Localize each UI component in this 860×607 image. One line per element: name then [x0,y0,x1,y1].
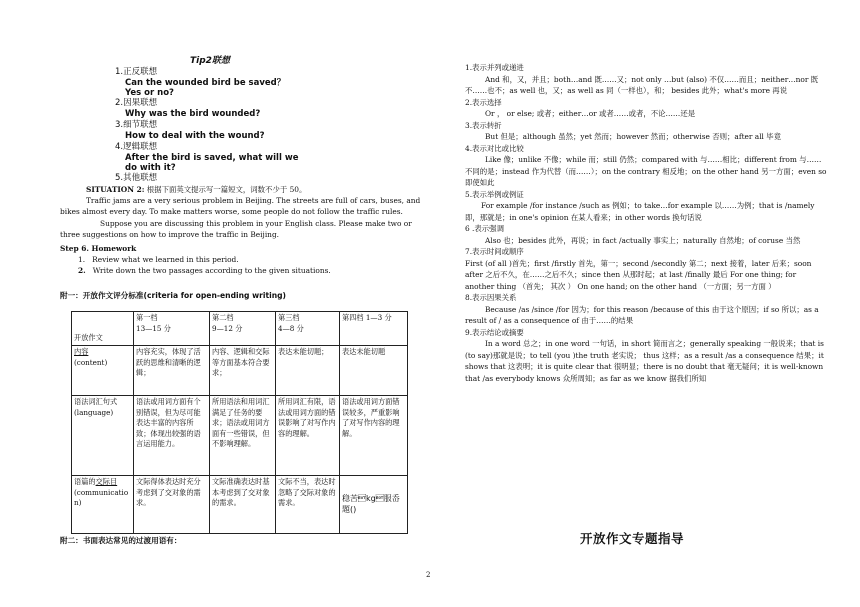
transitions-list [465,62,827,384]
tip-item-1-en: Can the wounded bird be saved？ [125,78,286,88]
homework-item-2-num: 2. [78,266,86,276]
criteria-row-language [72,396,408,476]
homework-item-2-text: Write down the two passages according to the given situations. [92,266,331,276]
situation-2-section [60,184,432,240]
criteria-cell: 语法或用词方面有个别错误，但为尽可能表达丰富的内容所致；体现出较强的语言运用能力。 [134,396,210,476]
criteria-cell: 表达未能切题 [340,346,408,396]
criteria-header-3-text: 第三档 4—8 分 [278,313,304,333]
transition-heading: 6 .表示强调 [465,224,504,233]
transition-body: Because /as /since /for 因为；for this reason /because of this 由于这个原因；if so 所以；as a result of / as a consequence of 由于……的结果 [465,304,819,325]
tip-title: Tip2联想 [190,56,230,66]
tip-item-4-cn: 4.逻辑联想 [115,142,158,152]
criteria-cell: 所用语法和用词汇满足了任务的要求；语法或用词方面有一些错误，但不影响理解。 [210,396,276,476]
criteria-row-communication-label-u: 交际目 [95,477,118,486]
criteria-header-2 [210,312,276,346]
tip-item-3-en: How to deal with the wound? [125,131,265,141]
tip-item-4-en2: do with it? [125,163,176,173]
criteria-header-0: 开放作文 [72,312,134,346]
criteria-row-communication-label-pre: 语篇的 [74,477,96,486]
criteria-cell: 内容、逻辑和交际等方面基本符合要求； [210,346,276,396]
tip-item-3-cn: 3.细节联想 [115,120,158,130]
transition-body: In a word 总之；in one word 一句话，in short 简而言之；generally speaking 一般说来；that is (to say)那就是说；to tell (you )the truth 老实说； thus 这样；as a result /as a consequence 结果；it shows that 这表明；it is quite clear that 很明显；there is no doubt that 毫无疑问；it is well-known that /as everybody knows 众所周知；as far as we know 据我们所知 [465,339,824,383]
appendix-1-title: 附一：开放作文评分标准(criteria for open-ending writing) [60,291,287,300]
criteria-row-content-label [72,346,134,396]
transition-body: Also 也；besides 此外，再说；in fact /actually 事实上；naturally 自然地；of coruse 当然 [485,235,801,245]
criteria-cell: 文际准确表达时基本考虑到了交对象的需求。 [210,476,276,534]
criteria-row-communication-label [72,476,134,534]
criteria-cell-garbled-text: 稳苦kg服岙 題() [342,493,400,514]
criteria-row-language-label: 语法词汇句式(language) [72,396,134,476]
criteria-table [71,311,408,534]
homework-item-1-text: Review what we learned in this period. [92,255,239,265]
transition-body: For example /for instance /such as 例如；to take…for example 以……为例；that is /namely 即，那就是；in one's opinion 在某人看来；in other words 换句话说 [465,201,815,222]
criteria-header-1-text: 第一档 13—15 分 [136,313,171,333]
homework-item-1 [60,254,432,265]
tip-item-4 [115,142,157,153]
tip-item-3 [115,120,157,131]
criteria-row-content [72,346,408,396]
transition-body: But 但是；although 虽然；yet 然而；however 然而；otherwise 否则；after all 毕竟 [485,132,782,141]
criteria-header-3 [276,312,340,346]
transition-heading: 9.表示结论或摘要 [465,327,524,337]
transition-heading: 3.表示转折 [465,120,502,130]
tip-item-4-en: After the bird is saved, what will we [125,153,299,163]
tip-item-1 [115,67,157,78]
transition-heading: 4.表示对比或比较 [465,143,524,153]
transition-heading: 2.表示选择 [465,97,502,107]
situation-2-body-2: Suppose you are discussing this problem in your English class. Please make two or three suggestions on how to improve the traffic in Beijing. [60,218,412,239]
tip-associations-box [115,56,373,183]
homework-section [60,243,432,277]
tip-item-1-en2: Yes or no? [125,88,174,98]
homework-item-1-num: 1. [78,255,86,265]
criteria-row-content-label-rest: (content) [74,357,108,367]
criteria-cell: 语法或用词方面错误较多，严重影响了对写作内容的理解。 [340,396,408,476]
page-number: 2 [426,571,431,579]
homework-item-2 [60,265,432,276]
tip-item-5-cn: 5.其他联想 [115,173,158,183]
tip-item-1-cn: 1.正反联想 [115,67,158,77]
criteria-row-communication-label-rest: (communication) [74,487,129,508]
criteria-cell: 所用词汇有限，语法或用词方面的错误影响了对写作内容的理解。 [276,396,340,476]
tip-item-2 [115,98,157,109]
criteria-header-1 [134,312,210,346]
tip-item-2-cn: 2.因果联想 [115,98,158,108]
situation-2-heading: SITUATION 2: [86,185,145,194]
transition-body: And 和，又，并且；both…and 既……又；not only …but (also) 不仅……而且；neither…nor 既不……也不；as well 也，又；as well as 同（一样也），和； besides 此外；what's more 再说 [465,74,819,95]
criteria-cell: 文际得体表达时充分考虑到了交对象的需求。 [134,476,210,534]
transition-heading: 1.表示并列或递进 [465,63,524,72]
homework-heading: Step 6. Homework [60,244,137,253]
transition-body: Like 像；unlike 不像；while 而；still 仍然；compared with 与……相比；different from 与……不同的是；instead 作为代替（而……）；on the contrary 相反地；on the other hand 另一方面；even so 即使如此 [465,155,827,187]
transition-body: First (of all )首先；first /firstly 首先，第一；second /secondly 第二；next 接着，later 后来；soon after 之后不久，在……之后不久；since then 从那时起；at last /finally 最后 For one thing; for another thing （首先； 其次 ） On one hand; on the other hand （一方面；另一方面 ） [465,258,812,291]
criteria-cell: 文际不当，表达时忽略了交际对象的需求。 [276,476,340,534]
criteria-header-2-text: 第二档 9—12 分 [212,313,243,333]
criteria-row-communication [72,476,408,534]
criteria-row-content-label-u: 内容 [74,347,89,356]
transition-body: Or ， or else; 或者；either…or 或者……或者，不论……还是 [485,109,696,118]
appendix-2-title: 附二：书面表达常见的过渡用语有： [60,536,182,545]
transition-heading: 8.表示因果关系 [465,293,517,302]
tip-item-5 [115,173,157,184]
criteria-header-row [72,312,408,346]
situation-2-heading-line [60,184,432,195]
situation-2-instruction: 根据下面英文提示写一篇短文，词数不少于 50。 [146,185,307,194]
criteria-cell: 内容充实，体现了活跃的思维和清晰的逻辑； [134,346,210,396]
transition-heading: 5.表示举例或例证 [465,189,524,199]
situation-2-body-1: Traffic jams are a very serious problem in Beijing. The streets are full of cars, buses, and bikes almost every day. To make matters worse, some people do not follow the traffic rules. [60,196,421,217]
topic-title: 开放作文专题指导 [580,531,685,546]
criteria-header-4: 第四档 1—3 分 [340,312,408,346]
criteria-cell: 表达未能切题； [276,346,340,396]
tip-item-2-en: Why was the bird wounded? [125,109,261,119]
transition-heading: 7.表示时间或顺序 [465,247,524,256]
criteria-cell-garbled [340,476,408,534]
